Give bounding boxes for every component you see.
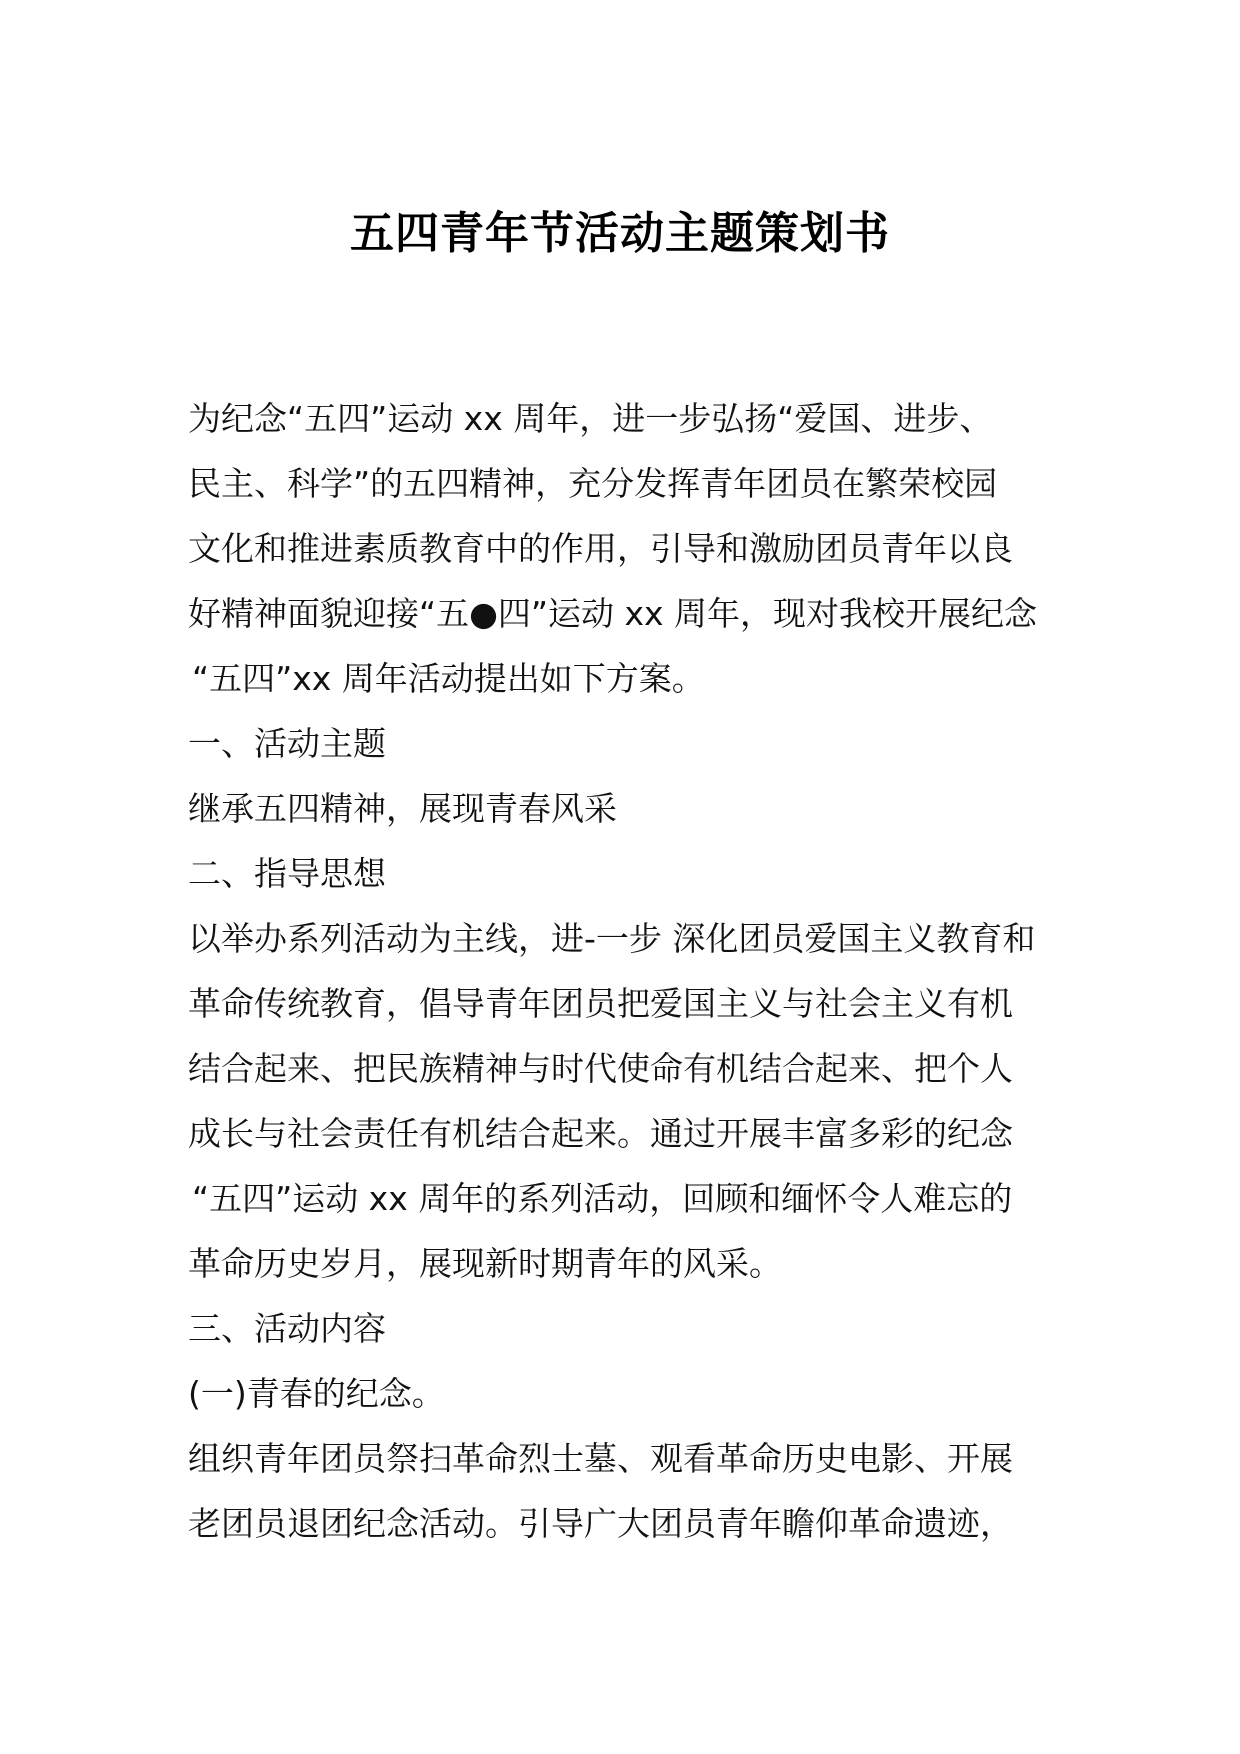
body-line: 民主、科学”的五四精神，充分发挥青年团员在繁荣校园 <box>188 464 998 503</box>
body-line: 革命传统教育，倡导青年团员把爱国主义与社会主义有机 <box>188 984 1013 1023</box>
section-heading-theme: 一、活动主题 <box>188 724 386 763</box>
section-heading-activity-content: 三、活动内容 <box>188 1309 386 1348</box>
body-line: 成长与社会责任有机结合起来。通过开展丰富多彩的纪念 <box>188 1114 1013 1153</box>
body-line: “五四”运动 xx 周年的系列活动，回顾和缅怀令人难忘的 <box>192 1179 1013 1218</box>
body-line: 以举办系列活动为主线，进-一步 深化团员爱国主义教育和 <box>188 919 1036 958</box>
body-line: 结合起来、把民族精神与时代使命有机结合起来、把个人 <box>188 1049 1013 1088</box>
document-title: 五四青年节活动主题策划书 <box>350 208 890 259</box>
document-body <box>188 386 1068 1556</box>
body-line: 继承五四精神，展现青春风采 <box>188 789 617 828</box>
body-line: 好精神面貌迎接“五●四”运动 xx 周年，现对我校开展纪念 <box>188 594 1038 633</box>
body-line: 组织青年团员祭扫革命烈士墓、观看革命历史电影、开展 <box>188 1439 1013 1478</box>
body-line: 老团员退团纪念活动。引导广大团员青年瞻仰革命遗迹， <box>188 1504 1013 1543</box>
section-heading-guiding-idea: 二、指导思想 <box>188 854 386 893</box>
subsection-heading: (一)青春的纪念。 <box>188 1374 445 1413</box>
body-line: 革命历史岁月，展现新时期青年的风采。 <box>188 1244 782 1283</box>
body-line: 文化和推进素质教育中的作用，引导和激励团员青年以良 <box>188 529 1013 568</box>
body-line: “五四”xx 周年活动提出如下方案。 <box>192 659 705 698</box>
body-line: 为纪念“五四”运动 xx 周年，进一步弘扬“爱国、进步、 <box>188 399 993 438</box>
